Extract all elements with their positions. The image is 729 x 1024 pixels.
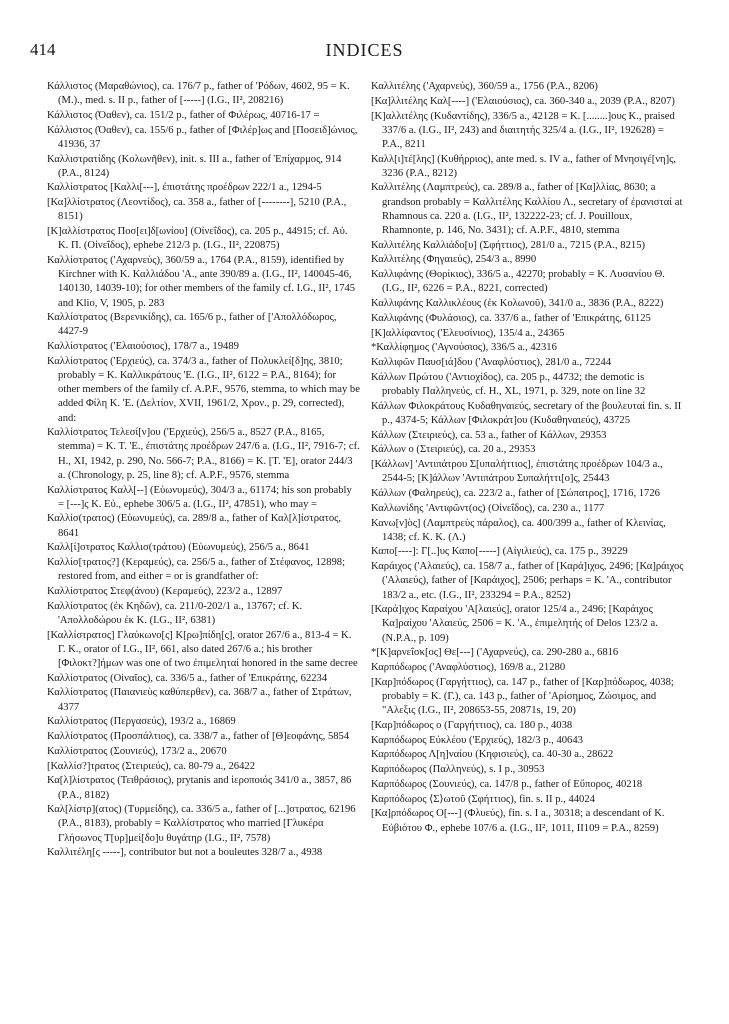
right-column <box>371 80 684 836</box>
left-column <box>47 80 360 861</box>
index-entry: Καλλίστρατος (Οἰναῖος), ca. 336/5 a., father of 'Επικράτης, 62234 <box>47 672 328 684</box>
index-entry: [Καρά]ιχος Καραίχου 'Α[λαιεύς], orator 125/4 a., 2496; [Καράιχος Κα]ραίχου 'Αλαιεύς, 2506 = Κ. 'Α., ἐπιμελητής of Delos 123/2 a. (N.P.A., p. 109) <box>371 604 658 644</box>
index-entry: Καλλίστρατος Καλλ[--] (Εὐωνυμεύς), 304/3 a., 61174; his son probably = [---]ς Κ. Εὐ., ephebe 306/5 a. (I.G., II², 47851), who may = <box>47 484 352 510</box>
index-entry: [Κ]αλλίφαντος ('Ελευσίνιος), 135/4 a., 24365 <box>371 327 565 339</box>
index-entry: Κάλλιστος (Όαθεν), ca. 155/6 p., father of [Φιλέρ]ως and [Ποσειδ]ώνιος, 41936, 37 <box>47 124 358 150</box>
index-entry: Καλλιφάνης Καλλικλέους (ἐκ Κολωνοῦ), 341/0 a., 3836 (P.A., 8222) <box>371 298 664 310</box>
index-entry: [Κ]αλλίστρατος Ποσ[ει]δ[ωνίου] (Οἰνεΐδος), ca. 205 p., 44915; cf. Αὐ. Κ. Π. (Οἰνεΐδος), ephebe 212/3 p. (I.G., II², 220875) <box>47 226 348 252</box>
index-entry: Καλλίστρατος (Περγασεύς), 193/2 a., 16869 <box>47 716 236 728</box>
index-entry: Κάλλιστος (Μαραθώνιος), ca. 176/7 p., father of 'Ρόδων, 4602, 95 = K. (M.)., med. s. II p., father of [-----] (I.G., II², 208216) <box>47 81 350 107</box>
index-entry: Καλλίστρατος ('Ελαιούσιος), 178/7 a., 19489 <box>47 341 239 353</box>
index-entry: Κανω[ν]ὸς] (Λαμπτρεὺς πάραλος), ca. 400/399 a., father of Κλεινίας, 1438; cf. Κ. Κ. (Λ.) <box>371 517 666 543</box>
index-entry: Καλλιτέλης Καλλιάδο[υ] (Σφήττιος), 281/0 a., 7215 (P.A., 8215) <box>371 239 646 251</box>
index-entry: Καράιχος ('Αλαιεύς), ca. 158/7 a., father of [Καρά]ιχος, 2496; [Κα]ράιχος ('Αλαιεύς), father of [Καράιχος], 2506; perhaps = Κ. 'Α., contributor 183/2 a., etc. (I.G., II², 233294 = P.A., 8252) <box>371 561 684 601</box>
index-entry: Καλλιτέλης ('Αχαρνεύς), 360/59 a., 1756 (P.A., 8206) <box>371 81 598 92</box>
index-entry: Καλλιφάνης (Θορίκιος), 336/5 a., 42270; probably = Κ. Λυσανίου Θ. (I.G., II², 6226 = P.A., 8221, corrected) <box>371 269 665 295</box>
index-entry: Καρπόδωρος (Παλληνεύς), s. I p., 30953 <box>371 764 545 776</box>
index-entry: Καλλίστρατος [Καλλι[---], ἐπιστάτης προέδρων 222/1 a., 1294-5 <box>47 182 322 194</box>
index-entry: Καλλιφάνης (Φυλάσιος), ca. 337/6 a., father of 'Επικράτης, 61125 <box>371 312 651 324</box>
index-entry: Καλλίστρατος ('Ερχιεύς), ca. 374/3 a., father of Πολυκλεί[δ]ης, 3810; probably = Κ. Καλλικράτους 'Ε. (I.G., II², 6122 = P.A., 8164); for other members of the family cf. A.P.F., 9576, stemma, to which may be added Φίλη Κ. 'Ε. (Δελτίον, XVII, 1961/2, Χρον., p. 29, corrected), and: <box>47 355 360 424</box>
index-entry: Κάλλων Φιλοκράτους Κυδαθηναιεύς, secretary of the βουλευταί fin. s. II p., 4374-5; Κάλλων [Φιλοκράτ]ου (Κυδαθηναιεύς), 43725 <box>371 400 682 426</box>
index-entry: Καλλίστρατος Στεφ(άνου) (Κεραμεύς), 223/2 a., 12897 <box>47 585 283 597</box>
page-number: 414 <box>30 40 56 59</box>
index-entry: Κάλλων (Στειριεύς), ca. 53 a., father of Κάλλων, 29353 <box>371 429 607 441</box>
index-entry: Κα[λ]λίστρατος (Τειθράσιος), prytanis and ἱεροποιός 341/0 a., 3857, 86 (P.A., 8182) <box>47 775 352 801</box>
index-entry: [Καλλίστρατος] Γλαύκωνο[ς] Κ[ρω]πίδη[ς], orator 267/6 a., 813-4 = Κ. Γ. Κ., orator of I.G., II², 661, also dated 267/6 a.; his brother [Φιλοκτ?]ήμων was one of two ἐπιμεληταί honored in the same decree <box>47 629 358 669</box>
index-entry: *[Κ]αρνεΐσκ[ος] Θε[---] ('Αχαρνεύς), ca. 290-280 a., 6816 <box>371 647 619 659</box>
index-entry: Καρπόδωρος Λ[η]ναίου (Κηφισιεύς), ca. 40-30 a., 28622 <box>371 749 614 761</box>
index-entry: [Καρ]πόδωρος ο (Γαργήττιος), ca. 180 p., 4038 <box>371 719 573 731</box>
index-entry: Καρπόδωρος ('Αναφλύστιος), 169/8 a., 21280 <box>371 662 566 674</box>
index-entry: Καρπόδωρος ⟨Σ⟩ωτοῦ (Σφήττιος), fin. s. II p., 44024 <box>371 793 595 805</box>
index-entry: Καρπόδωρος Εὐκλέου ('Ερχιεύς), 182/3 p., 40643 <box>371 734 583 746</box>
index-entry: Καπο[----]: Γ[..]υς Καπο[-----] (Αἰγιλιεύς), ca. 175 p., 39229 <box>371 546 628 558</box>
index-entry: [Κάλλων] 'Αντιπάτρου Σ[υπαλήττιος], ἐπιστάτης προέδρων 104/3 a., 2544-5; [Κ]άλλων 'Αντιπάτρου Συπαλήττι[ο]ς, 25443 <box>371 459 663 485</box>
index-entry: Καρπόδωρος (Σουνιεύς), ca. 147/8 p., father of Εὔπορος, 40218 <box>371 778 643 790</box>
index-entry: [Καλλίσ?]τρατος (Στειριεύς), ca. 80-79 a., 26422 <box>47 760 255 772</box>
index-entry: [Κα]λλιτέλης Καλ[----] ('Ελαιούσιος), ca. 360-340 a., 2039 (P.A., 8207) <box>371 95 675 107</box>
index-entry: Καλλίσ[τρατος?] (Κεραμεύς), ca. 256/5 a., father of Στέφανος, 12898; restored from, and either = or is grandfather of: <box>47 557 346 583</box>
index-entry: Καλλιτέλη[ς -----], contributor but not a bouleutes 328/7 a., 4938 <box>47 847 323 859</box>
index-entry: Καλλίστρατος (Βερενικίδης), ca. 165/6 p., father of ['Απολλόδωρος, 4427-9 <box>47 312 337 338</box>
page-header <box>30 40 699 70</box>
running-title: INDICES <box>325 40 404 60</box>
index-entry: Κάλλιστος (Όαθεν), ca. 151/2 p., father of Φιλέρως, 40716-17 = <box>47 109 320 121</box>
index-entry: Καλλιστρατίδης (Κολωνῆθεν), init. s. III a., father of Ἐπίχαρμος, 914 (P.A., 8124) <box>47 153 342 179</box>
index-entry: Καλλίστρατος (Προσπάλτιος), ca. 338/7 a., father of [Θ]εοφάνης, 5854 <box>47 731 350 743</box>
index-entry: Καλλίστρατος Τελεσί[ν]ου ('Ερχιεύς), 256/5 a., 8527 (P.A., 8165, stemma) = Κ. Τ. 'Ε., ἐπιστάτης προέδρων 247/6 a. (I.G., II², 7916-7; cf. H., XI, 1942, p. 290, No. 566-7; P.A., 8166) = Κ. [Τ. 'Ε], orator 244/3 a. (Chronology, p. 25, line 8); cf. A.P.F., 9576, stemma <box>47 427 360 481</box>
index-entry: Καλλίστρατος (Σουνιεύς), 173/2 a., 20670 <box>47 745 227 757</box>
index-entry: Κάλλων ο (Στειριεύς), ca. 20 a., 29353 <box>371 444 536 456</box>
index-entry: Καλλ[ί]στρατος Καλλισ(τράτου) (Εὐωνυμεύς), 256/5 a., 8641 <box>47 542 310 554</box>
index-entry: [Κα]λλίστρατος (Λεοντίδος), ca. 358 a., father of [--------], 5210 (P.A., 8151) <box>47 197 347 223</box>
index-entry: [Καρ]πόδωρος (Γαργήττιος), ca. 147 p., father of [Καρ]πόδωρος, 4038; probably = Κ. (Γ.), ca. 143 p., father of 'Αρίσημος, Ζώσιμος, and "Αλεξις (I.G., II², 208653-55, 20871s, 19, 20) <box>371 676 674 717</box>
index-entry: Καλλίστρατος (Παιανιεὺς καθύπερθεν), ca. 368/7 a., father of Στράτων, 4377 <box>47 687 352 713</box>
index-entry: [Κ]αλλιτέλης (Κυδαντίδης), 336/5 a., 42128 = Κ. [........]ους Κ., praised 337/6 a. (I.G., II², 243) and διαιτητής 325/4 a. (I.G., II², 192628) = P.A., 8211 <box>371 110 675 150</box>
index-entry: Καλλίστρατος (ἐκ Κηδῶν), ca. 211/0-202/1 a., 13767; cf. Κ. 'Απολλοδώρου ἐκ Κ. (I.G., II², 6381) <box>47 600 303 626</box>
index-entry: Καλ[λίστρ](ατος) (Τυρμείδης), ca. 336/5 a., father of [...]στρατος, 62196 (P.A., 8183), probably = Καλλίστρατος who married [Γλυκέρα Γλήσωνος Τ[υρ]μεί[δο]υ θυγάτηρ (I.G., II², 7578) <box>47 804 356 844</box>
index-entry: Κάλλων Πρώτου ('Αντιοχίδος), ca. 205 p., 44732; the demotic is probably Παλληνεύς, cf. H., XL, 1971, p. 329, note on line 32 <box>371 371 646 397</box>
index-entry: [Κα]ρπόδωρος Ο[---] (Φλυεύς), fin. s. I a., 30318; a descendant of Κ. Εὐβιότου Φ., ephebe 107/6 a. (I.G., II², 1011, II109 = P.A., 8259) <box>371 808 665 834</box>
index-entry: Καλλιφῶν Παυσ[ιά]δου ('Αναφλύστιος), 281/0 a., 72244 <box>371 357 612 369</box>
index-entry: Καλλίσ(τρατος) (Εὐωνυμεύς), ca. 289/8 a., father of Καλ[λ]ίστρατος, 8641 <box>47 513 341 539</box>
index-entry: Κάλλων (Φαληρεύς), ca. 223/2 a., father of [Σώπατρος], 1716, 1726 <box>371 488 660 500</box>
index-entry: *Καλλίφημος ('Αγνούσιος), 336/5 a., 42316 <box>371 342 557 354</box>
index-entry: Καλλ[ι]τέ[λης] (Κυθήρριος), ante med. s. IV a., father of Μνησιγέ[νη]ς, 3236 (P.A., 8212) <box>371 153 676 179</box>
index-entry: Καλλιτέλης (Φηγαιεύς), 254/3 a., 8990 <box>371 254 537 266</box>
index-entry: Καλλιτέλης (Λαμπτρεύς), ca. 289/8 a., father of [Κα]λλίας, 8630; a grandson probably = Καλλιτέλης Καλλίου Λ., secretary of ἐρανισταί at Rhamnous ca. 220 a. (I.G., II², 132222-23; cf. J. Pouilloux, Rhamnonte, p. 146, No. 3431); cf. A.P.F., 4810, stemma <box>371 182 683 236</box>
index-entry: Καλλωνίδης 'Αντιφῶντ(ος) (Οἰνεΐδος), ca. 230 a., 1177 <box>371 502 605 514</box>
index-entry: Καλλίστρατος ('Αχαρνεύς), 360/59 a., 1764 (P.A., 8159), identified by Kirchner with Κ. Καλλιάδου 'Α., ante 390/89 a. (I.G., II², 140045-46, 140130, 14039-10); for other members of the family cf. I.G., II², 1745 and Klio, V, 1905, p. 283 <box>47 255 356 309</box>
